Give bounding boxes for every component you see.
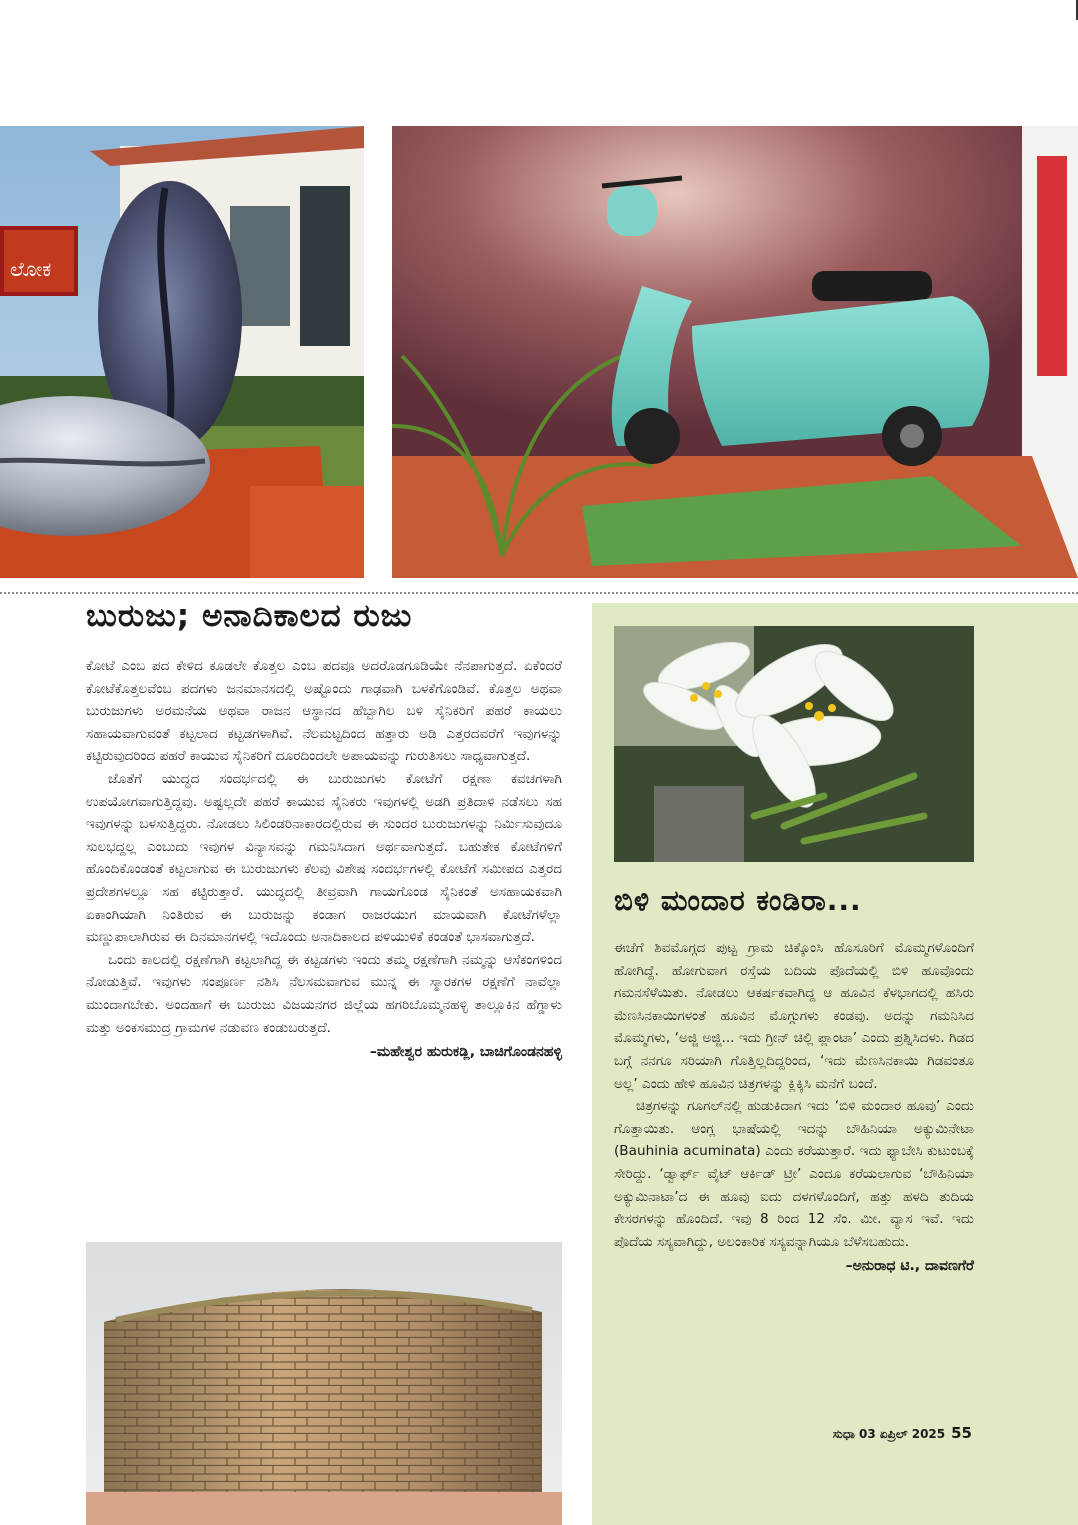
article-paragraph: ಕೋಟೆ ಎಂಬ ಪದ ಕೇಳಿದ ಕೂಡಲೇ ಕೊತ್ತಲ ಎಂಬ ಪದವೂ ಅದರೊಡಗೂಡಿಯೇ ನೆನಪಾಗುತ್ತದೆ. ಏಕೆಂದರೆ ಕೋಟೆಕೊತ್ತಲವೆಂಬ ಪದಗಳು ಜನಮಾನಸದಲ್ಲಿ ಅಷ್ಟೊಂದು ಗಾಢವಾಗಿ ಬಳಕೆಗೊಂಡಿವೆ. ಕೊತ್ತಲ ಅಥವಾ ಬುರುಜುಗಳು ಅರಮನೆಯ ಅಥವಾ ರಾಜನ ಆಸ್ಥಾನದ ಹೆಬ್ಬಾಗಿಲ ಬಳಿ ಸೈನಿಕರಿಗೆ ಪಹರೆ ಕಾಯಲು ಸಹಾಯವಾಗುವಂತೆ ಕಟ್ಟಲಾದ ಕಟ್ಟಡಗಳಾಗಿವೆ. ನೆಲಮಟ್ಟದಿಂದ ಹತ್ತಾರು ಅಡಿ ಎತ್ತರದವರೆಗೆ ಇವುಗಳನ್ನು ಕಟ್ಟಿರುವುದರಿಂದ ಪಹರೆ ಕಾಯುವ ಸೈನಿಕರಿಗೆ ದೂರದಿಂದಲೇ ಅಪಾಯವನ್ನು ಗುರುತಿಸಲು ಸಾಧ್ಯವಾಗುತ್ತದೆ. <box>86 658 562 765</box>
scooter-illustration <box>392 126 1078 578</box>
article-paragraph: ಜೊತೆಗೆ ಯುದ್ಧದ ಸಂದರ್ಭದಲ್ಲಿ ಈ ಬುರುಜುಗಳು ಕೋಟೆಗೆ ರಕ್ಷಣಾ ಕವಚಗಳಾಗಿ ಉಪಯೋಗವಾಗುತ್ತಿದ್ದವು. ಅಷ್ಟಲ್ಲದೇ ಪಹರೆ ಕಾಯುವ ಸೈನಿಕರು ಇವುಗಳಲ್ಲಿ ಅಡಗಿ ಪ್ರತಿದಾಳಿ ನಡೆಸಲು ಸಹ ಇವುಗಳನ್ನು ಬಳಸುತ್ತಿದ್ದರು. ನೋಡಲು ಸಿಲಿಂಡರಿನಾಕಾರದಲ್ಲಿರುವ ಈ ಸುಂದರ ಬುರುಜುಗಳನ್ನು ನಿರ್ಮಿಸುವುದೂ ಸುಲಭದ್ದಲ್ಲ ಎಂಬುದು ಇವುಗಳ ವಿನ್ಯಾಸವನ್ನು ಗಮನಿಸಿದಾಗ ಅರ್ಥವಾಗುತ್ತದೆ. ಬಹುತೇಕ ಕೋಟೆಗಳಿಗೆ ಹೊಂದಿಕೊಂಡಂತೆ ಕಟ್ಟಲಾಗುವ ಈ ಬುರುಜುಗಳು ಕೆಲವು ವಿಶೇಷ ಸಂದರ್ಭಗಳಲ್ಲಿ ಕೋಟೆಗೆ ಸಮೀಪದ ಎತ್ತರದ ಪ್ರದೇಶಗಳಲ್ಲೂ ಸಹ ಕಟ್ಟಿರುತ್ತಾರೆ. ಯುದ್ಧದಲ್ಲಿ ತೀವ್ರವಾಗಿ ಗಾಯಗೊಂಡ ಸೈನಿಕಂತೆ ಅಸಹಾಯಕವಾಗಿ ಏಕಾಂಗಿಯಾಗಿ ನಿಂತಿರುವ ಈ ಬುರುಜನ್ನು ಕಂಡಾಗ ರಾಜರಯುಗ ಮಾಯವಾಗಿ ಕೋಟೆಗಳೆಲ್ಲಾ ಮಣ್ಣುಪಾಲಾಗಿರುವ ಈ ದಿನಮಾನಗಳಲ್ಲಿ ಇದೊಂದು ಅನಾದಿಕಾಲದ ಪಳಿಯುಳಿಕೆ ಕಂಡಂತೆ ಭಾಸವಾಗುತ್ತದೆ. <box>86 770 562 946</box>
article-body <box>86 655 562 1064</box>
section-divider <box>0 592 1078 594</box>
coffee-bean-sculpture-photo <box>0 126 364 578</box>
sidebar-title: ಬಿಳಿ ಮಂದಾರ ಕಂಡಿರಾ... <box>614 884 862 917</box>
sidebar-byline: –ಅನುರಾಧ ಟಿ., ದಾವಣಗೆರೆ <box>845 1258 974 1275</box>
sidebar-paragraph: ಈಚೆಗೆ ಶಿವಮೊಗ್ಗದ ಪುಟ್ಟ ಗ್ರಾಮ ಚಿಕ್ಕೊಂಸಿ ಹೊಸೂರಿಗೆ ಮೊಮ್ಮಗಳೊಂದಿಗೆ ಹೋಗಿದ್ದೆ. ಹೋಗುವಾಗ ರಸ್ತೆಯ ಬದಿಯ ಪೊದೆಯಲ್ಲಿ ಬಿಳಿ ಹೂವೊಂದು ಗಮನಸೆಳೆಯಿತು. ನೋಡಲು ಆಕರ್ಷಕವಾಗಿದ್ದ ಆ ಹೂವಿನ ಕೆಳಭಾಗದಲ್ಲಿ ಹಸಿರು ಮೆಣಸಿನಕಾಯಿಗಳಂತೆ ಹೂವಿನ ಮೊಗ್ಗುಗಳು ಕಂಡವು. ಅದನ್ನು ಗಮನಿಸಿದ ಮೊಮ್ಮಗಳು, ‘ಅಜ್ಜಿ ಅಜ್ಜಿ... ಇದು ಗ್ರೀನ್ ಚಿಲ್ಲಿ ಪ್ಲಾಂಟಾ’ ಎಂದು ಪ್ರಶ್ನಿಸಿದಳು. ಗಿಡದ ಬಗ್ಗೆ ನನಗೂ ಸರಿಯಾಗಿ ಗೊತ್ತಿಲ್ಲದಿದ್ದರಿಂದ, ‘ಇದು ಮೆಣಸಿನಕಾಯಿ ಗಿಡವಂತೂ ಅಲ್ಲ’ ಎಂದು ಹೇಳಿ ಹೂವಿನ ಚಿತ್ರಗಳನ್ನು ಕ್ಲಿಕ್ಕಿಸಿ ಮನೆಗೆ ಬಂದೆ. <box>614 940 974 1092</box>
white-flower-photo <box>614 626 974 862</box>
sidebar-body <box>614 937 974 1278</box>
issue-info: ಸುಧಾ 03 ಏಪ್ರಿಲ್ 2025 <box>832 1427 946 1441</box>
page-folio <box>833 1424 972 1442</box>
stone-tower-photo <box>86 1242 562 1525</box>
sidebar-paragraph: ಚಿತ್ರಗಳನ್ನು ಗೂಗಲ್‌ನಲ್ಲಿ ಹುಡುಕಿದಾಗ ಇದು ‘ಬಿಳಿ ಮಂದಾರ ಹೂವು’ ಎಂದು ಗೊತ್ತಾಯಿತು. ಆಂಗ್ಲ ಭಾಷೆಯಲ್ಲಿ ಇದನ್ನು ಬೌಹಿನಿಯಾ ಅಕ್ಯುಮಿನೇಟಾ (Bauhinia acuminata) ಎಂದು ಕರೆಯುತ್ತಾರೆ. ಇದು ಫ್ಯಾಬೇಸಿ ಕುಟುಂಬಕ್ಕೆ ಸೇರಿದ್ದು. ‘ಡ್ವಾರ್ಫ್ ವೈಟ್ ಆರ್ಕಿಡ್ ಟ್ರೀ’ ಎಂದೂ ಕರೆಯಲಾಗುವ ‘ಬೌಹಿನಿಯಾ ಅಕ್ಯುಮಿನಾಟಾ’ದ ಈ ಹೂವು ಐದು ದಳಗಳೊಂದಿಗೆ, ಹತ್ತು ಹಳದಿ ತುದಿಯ ಕೇಸರಗಳನ್ನು ಹೊಂದಿದೆ. ಇವು 8 ರಿಂದ 12 ಸೆಂ. ಮೀ. ವ್ಯಾಸ ಇವೆ. ಇದು ಪೊದೆಯ ಸಸ್ಯವಾಗಿದ್ದು, ಅಲಂಕಾರಿಕ ಸಸ್ಯವನ್ನಾಗಿಯೂ ಬೆಳೆಸಬಹುದು. <box>614 1098 974 1250</box>
flower-illustration <box>614 626 974 862</box>
coffee-bean-illustration <box>0 126 364 578</box>
article-paragraph: ಒಂದು ಕಾಲದಲ್ಲಿ ರಕ್ಷಣೆಗಾಗಿ ಕಟ್ಟಲಾಗಿದ್ದ ಈ ಕಟ್ಟಡಗಳು ಇಂದು ತಮ್ಮ ರಕ್ಷಣೆಗಾಗಿ ನಮ್ಮನ್ನು ಆಸೆಕಂಗಳಿಂದ ನೋಡುತ್ತಿವೆ. ಇವುಗಳು ಸಂಪೂರ್ಣ ನಶಿಸಿ ನೆಲಸಮವಾಗುವ ಮುನ್ನ ಈ ಸ್ಮಾರಕಗಳ ರಕ್ಷಣೆಗೆ ನಾವೆಲ್ಲಾ ಮುಂದಾಗಬೇಕು. ಅಂದಹಾಗೆ ಈ ಬುರುಜು ವಿಜಯನಗರ ಜಿಲ್ಲೆಯ ಹಗರಿಬೊಮ್ಮನಹಳ್ಳಿ ತಾಲ್ಲೂಕಿನ ಹೆಗ್ಡಾಳು ಮತ್ತು ಅಂಕಸಮುದ್ರ ಗ್ರಾಮಗಳ ನಡುವಣ ಕಂಡುಬರುತ್ತದೆ. <box>86 951 562 1036</box>
article-title: ಬುರುಜು; ಅನಾದಿಕಾಲದ ರುಜು <box>86 598 413 634</box>
sign-text: ಲೋಕ <box>10 257 52 281</box>
page-number: 55 <box>951 1424 972 1442</box>
scooter-photo <box>392 126 1078 578</box>
article-byline: –ಮಹೇಶ್ವರ ಹುರುಕಡ್ಲಿ, ಬಾಚಿಗೊಂಡನಹಳ್ಳಿ <box>369 1044 562 1061</box>
stone-tower-illustration <box>86 1242 562 1525</box>
